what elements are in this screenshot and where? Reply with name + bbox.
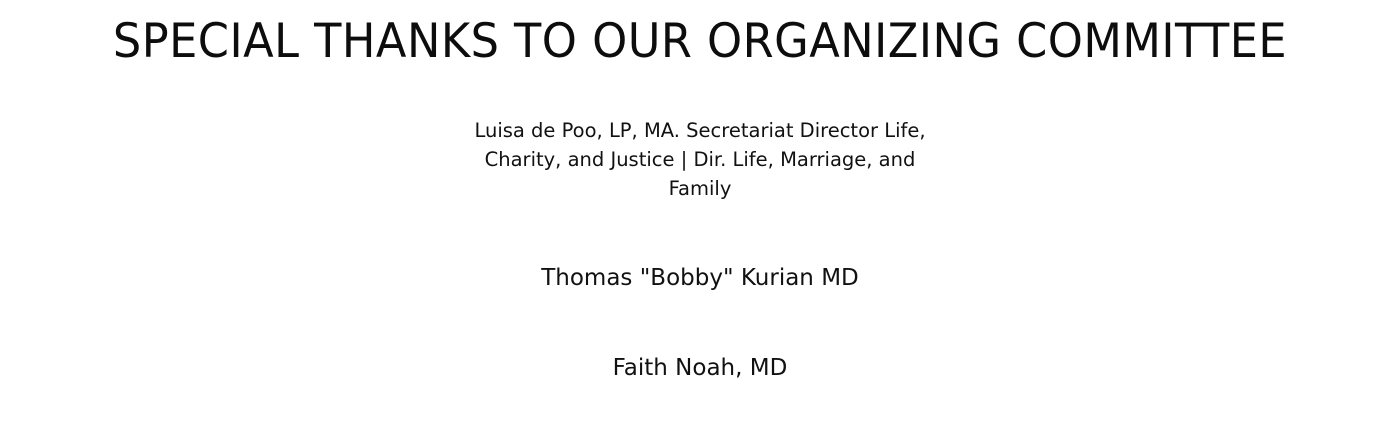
committee-member: Thomas "Bobby" Kurian MD [541,265,859,291]
committee-member: Faith Noah, MD [612,355,788,381]
committee-member: Luisa de Poo, LP, MA. Secretariat Director Life, Charity, and Justice | Dir. Life, Marriage, and Family [474,119,926,200]
page-heading: SPECIAL THANKS TO OUR ORGANIZING COMMITTEE [112,14,1288,69]
